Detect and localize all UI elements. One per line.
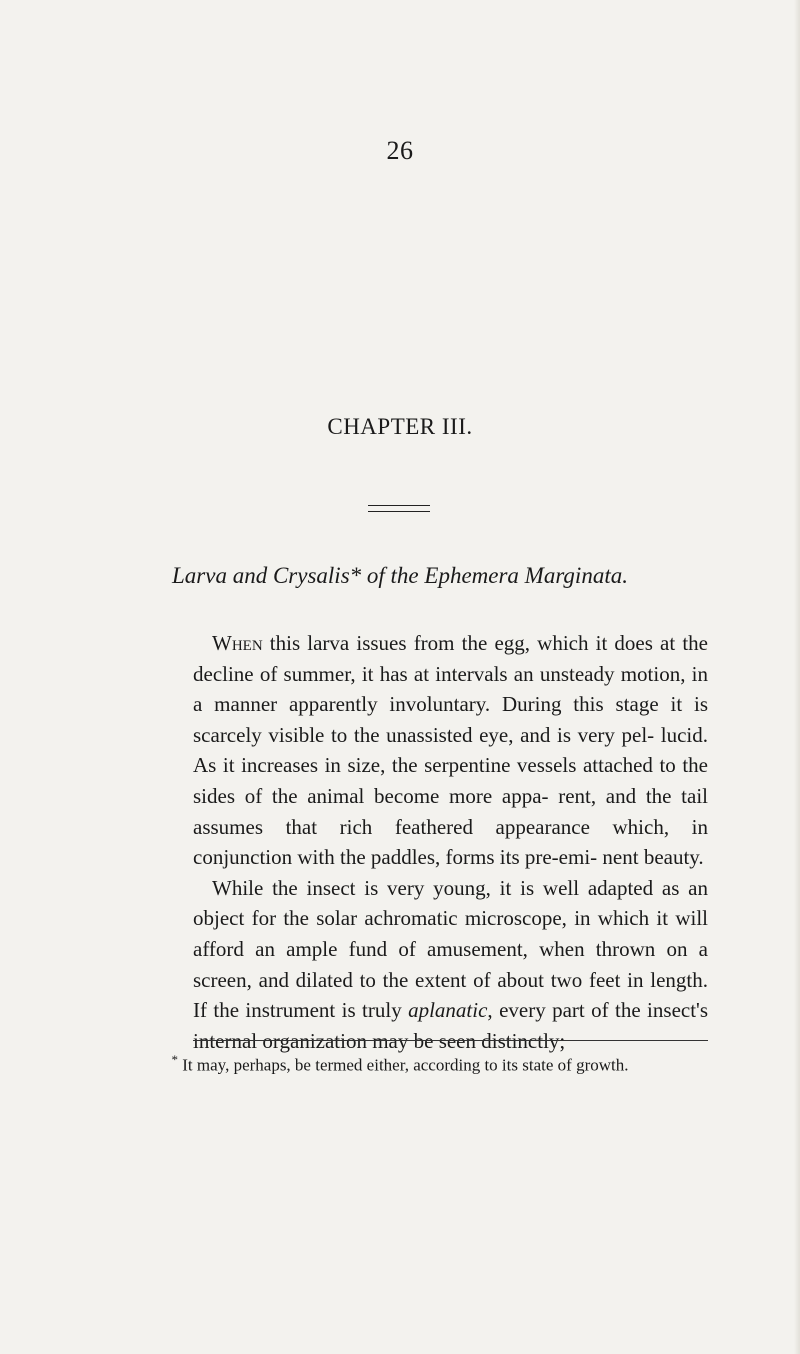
section-subheading [0, 563, 800, 589]
footnote [0, 1052, 800, 1076]
chapter-heading: CHAPTER III. [327, 414, 473, 439]
footnote-marker: * [171, 1052, 179, 1067]
paragraph-text: this larva issues from the egg, which it does at the decline of summer, it has at intervals an unsteady motion, in a manner apparently involuntary. During this stage it is scarcely visible to the unassisted eye, and is very pel- lucid. As it increases in size, the serpentine vessels attached to the sides of the animal become more appa- rent, and the tail assumes that rich feathered appearance which, in conjunction with the paddles, forms its pre-emi- nent beauty. [193, 631, 708, 870]
paragraph-1 [193, 628, 708, 873]
body-text [193, 628, 708, 1056]
paragraph-text: While the insect is very young, it is well adapted as an object for the solar achromatic microscope, in which it will afford an ample fund of amusement, when thrown on a screen, and dilated to the extent of about two feet in length. If the instrument is truly [193, 875, 708, 1023]
paragraph-lead-word: When [212, 631, 263, 655]
paragraph-2 [193, 873, 708, 1057]
page-edge-shadow [794, 0, 800, 1354]
subheading-title: Larva and Crysalis [172, 563, 350, 588]
paragraph-text-continued: , every part of the insect's internal organization may be seen distinctly; [193, 998, 708, 1053]
subheading-title-continued: of the Ephemera Marginata. [361, 563, 628, 588]
footnote-text: It may, perhaps, be termed either, according to its state of growth. [178, 1055, 629, 1075]
heading-double-rule [368, 505, 430, 512]
footnote-rule [193, 1040, 708, 1041]
page-number: 26 [386, 136, 414, 165]
emphasis-word: aplanatic [408, 998, 488, 1023]
footnote-marker: * [349, 563, 362, 588]
